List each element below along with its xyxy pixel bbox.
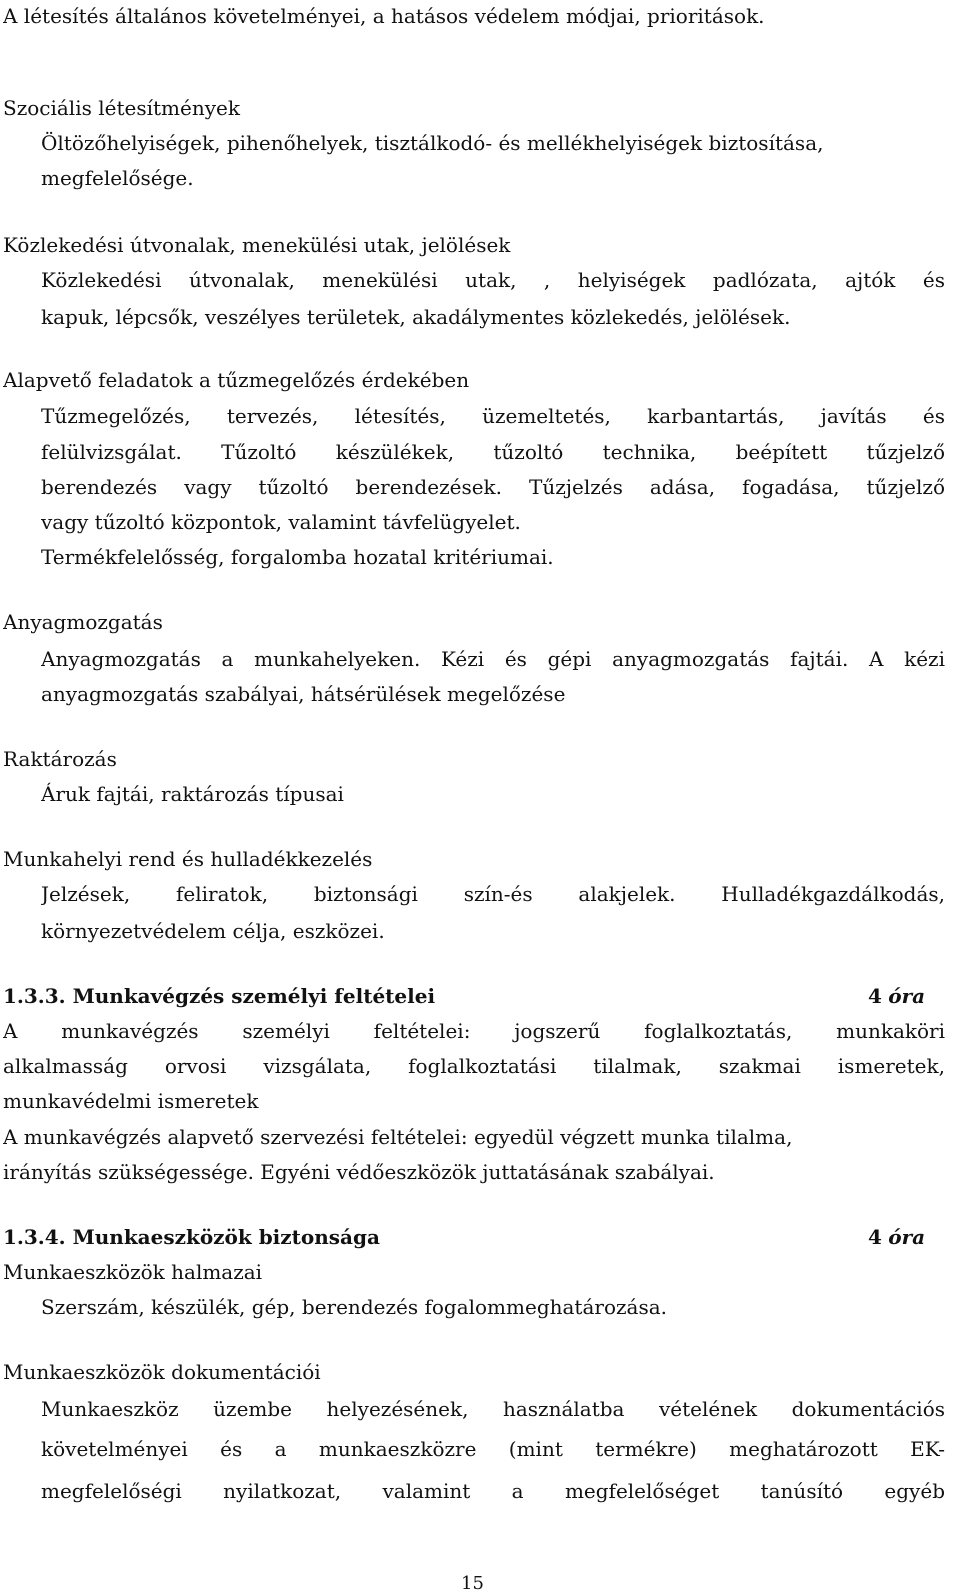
text-line: Áruk fajtái, raktározás típusai [41, 782, 344, 806]
text-line: Szerszám, készülék, gép, berendezés fogalommeghatározása. [41, 1295, 667, 1319]
text-line: környezetvédelem célja, eszközei. [41, 919, 385, 943]
text-line: kapuk, lépcsők, veszélyes területek, akadálymentes közlekedés, jelölések. [41, 305, 791, 329]
hours-label-1-3-3 [868, 982, 925, 1010]
section-heading: Raktározás [3, 747, 117, 771]
text-line: Anyagmozgatás a munkahelyeken. Kézi és gépi anyagmozgatás fajtái. A kézi [41, 647, 945, 671]
chapter-heading-1-3-4: 1.3.4. Munkaeszközök biztonsága [3, 1225, 380, 1249]
text-line: követelményei és a munkaeszközre (mint termékre) meghatározott EK- [41, 1437, 945, 1461]
text-line: A létesítés általános követelményei, a hatásos védelem módjai, prioritások. [3, 4, 765, 28]
text-line: Tűzmegelőzés, tervezés, létesítés, üzemeltetés, karbantartás, javítás és [41, 404, 945, 428]
text-line: Jelzések, feliratok, biztonsági szín-és alakjelek. Hulladékgazdálkodás, [41, 882, 945, 906]
section-heading: Munkaeszközök halmazai [3, 1260, 263, 1284]
text-line: Termékfelelősség, forgalomba hozatal kritériumai. [41, 545, 554, 569]
text-line: anyagmozgatás szabályai, hátsérülések megelőzése [41, 682, 566, 706]
hours-unit: óra [888, 1225, 926, 1249]
hours-number: 4 [868, 984, 882, 1008]
text-line: vagy tűzoltó központok, valamint távfelügyelet. [41, 510, 521, 534]
section-heading: Anyagmozgatás [3, 610, 163, 634]
chapter-heading-1-3-3: 1.3.3. Munkavégzés személyi feltételei [3, 984, 436, 1008]
hours-number: 4 [868, 1225, 882, 1249]
text-line: alkalmasság orvosi vizsgálata, foglalkoztatási tilalmak, szakmai ismeretek, [3, 1054, 945, 1078]
text-line: A munkavégzés személyi feltételei: jogszerű foglalkoztatás, munkaköri [3, 1019, 945, 1043]
hours-label-1-3-4 [868, 1223, 925, 1251]
section-heading: Alapvető feladatok a tűzmegelőzés érdekében [3, 368, 470, 392]
text-line: Öltözőhelyiségek, pihenőhelyek, tisztálkodó- és mellékhelyiségek biztosítása, [41, 131, 824, 155]
section-heading: Szociális létesítmények [3, 96, 240, 120]
section-heading: Közlekedési útvonalak, menekülési utak, jelölések [3, 233, 511, 257]
section-heading: Munkaeszközök dokumentációi [3, 1360, 321, 1384]
text-line: Munkaeszköz üzembe helyezésének, használatba vételének dokumentációs [41, 1397, 945, 1421]
page-number: 15 [461, 1573, 484, 1594]
section-heading: Munkahelyi rend és hulladékkezelés [3, 847, 373, 871]
text-line: megfelelőségi nyilatkozat, valamint a megfelelőséget tanúsító egyéb [41, 1479, 945, 1503]
text-line: megfelelősége. [41, 166, 194, 190]
text-line: felülvizsgálat. Tűzoltó készülékek, tűzoltó technika, beépített tűzjelző [41, 440, 945, 464]
text-line: Közlekedési útvonalak, menekülési utak, , helyiségek padlózata, ajtók és [41, 268, 945, 292]
text-line: munkavédelmi ismeretek [3, 1089, 259, 1113]
text-line: irányítás szükségessége. Egyéni védőeszközök juttatásának szabályai. [3, 1160, 715, 1184]
text-line: berendezés vagy tűzoltó berendezések. Tűzjelzés adása, fogadása, tűzjelző [41, 475, 945, 499]
hours-unit: óra [888, 984, 926, 1008]
text-line: A munkavégzés alapvető szervezési feltételei: egyedül végzett munka tilalma, [3, 1125, 793, 1149]
